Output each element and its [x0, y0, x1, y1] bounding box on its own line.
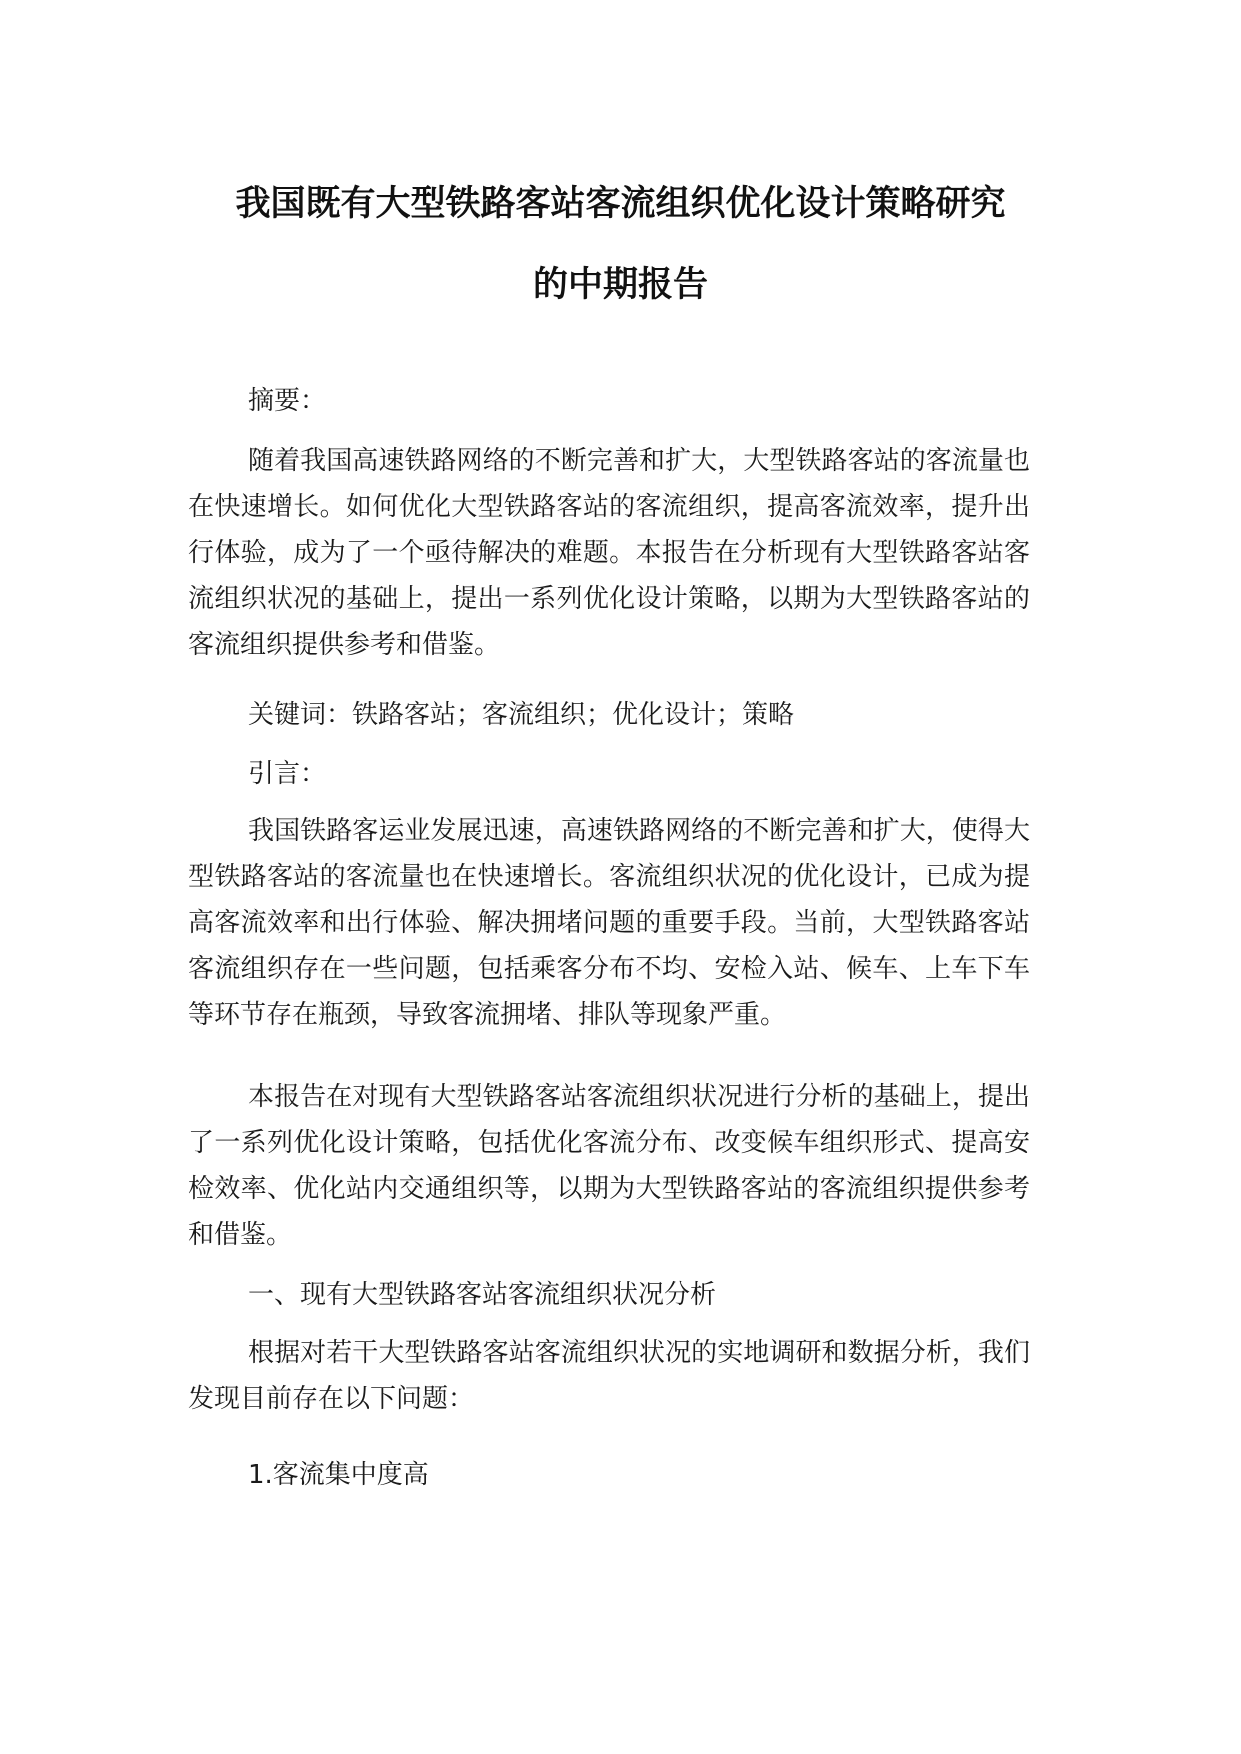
- introduction-heading: 引言：: [248, 759, 327, 789]
- document-title-line-1: 我国既有大型铁路客站客流组织优化设计策略研究: [235, 184, 1006, 224]
- introduction-paragraph-2: 本报告在对现有大型铁路客站客流组织状况进行分析的基础上，提出了一系列优化设计策略，包括优化客流分布、改变候车组织形式、提高安检效率、优化站内交通组织等，以期为大型铁路客站的客流组织提供参考和借鉴。: [188, 1082, 1030, 1250]
- section-1-paragraph: 根据对若干大型铁路客站客流组织状况的实地调研和数据分析，我们发现目前存在以下问题：: [188, 1338, 1030, 1414]
- section-1-heading: 一、现有大型铁路客站客流组织状况分析: [248, 1280, 717, 1310]
- item-1-heading: 1.客流集中度高: [248, 1460, 429, 1490]
- introduction-paragraph-1: 我国铁路客运业发展迅速，高速铁路网络的不断完善和扩大，使得大型铁路客站的客流量也在快速增长。客流组织状况的优化设计，已成为提高客流效率和出行体验、解决拥堵问题的重要手段。当前，大型铁路客站客流组织存在一些问题，包括乘客分布不均、安检入站、候车、上车下车等环节存在瓶颈，导致客流拥堵、排队等现象严重。: [188, 816, 1030, 1030]
- abstract-paragraph: 随着我国高速铁路网络的不断完善和扩大，大型铁路客站的客流量也在快速增长。如何优化大型铁路客站的客流组织，提高客流效率，提升出行体验，成为了一个亟待解决的难题。本报告在分析现有大型铁路客站客流组织状况的基础上，提出一系列优化设计策略，以期为大型铁路客站的客流组织提供参考和借鉴。: [188, 446, 1030, 660]
- document-title-line-2: 的中期报告: [532, 265, 708, 305]
- keywords-line: 关键词：铁路客站；客流组织；优化设计；策略: [248, 700, 795, 730]
- abstract-heading: 摘要：: [248, 386, 327, 416]
